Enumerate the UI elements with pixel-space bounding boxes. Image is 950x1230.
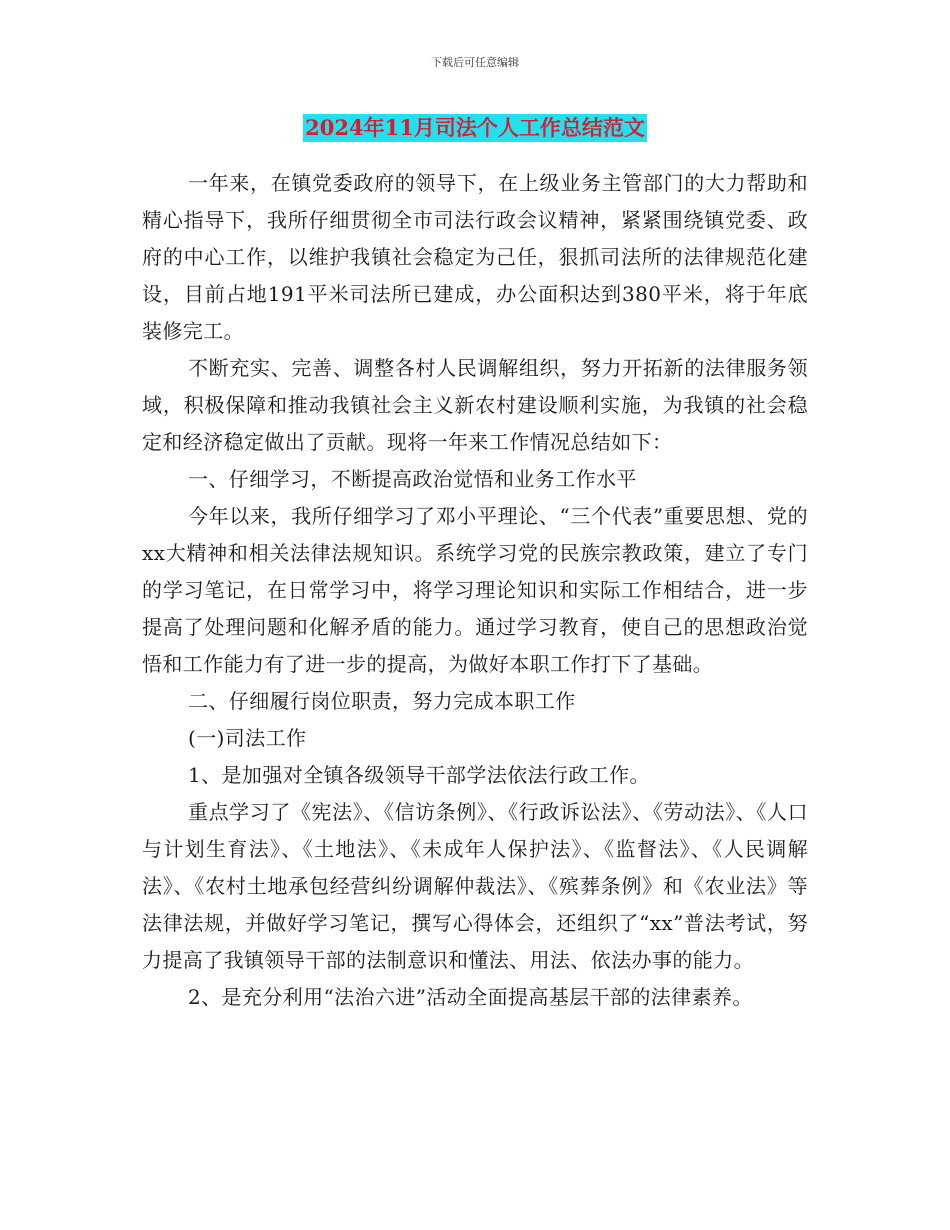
section-heading: 一、仔细学习，不断提高政治觉悟和业务工作水平 — [188, 467, 637, 491]
paragraph: 重点学习了《宪法》、《信访条例》、《行政诉讼法》、《劳动法》、《人口与计划生育法》、《土地法》、《未成年人保护法》、《监督法》、《人民调解法》、《农村土地承包经营纠纷调解仲裁法》、《殡葬条例》和《农业法》等法律法规，并做好学习笔记，撰写心得体会，还组织了“xx”普法考试，努力提高了我镇领导干部的法制意识和懂法、用法、依法办事的能力。 — [142, 800, 808, 972]
header-note: 下载后可任意编辑 — [431, 56, 519, 69]
document-title: 2024年11月司法个人工作总结范文 — [305, 115, 645, 140]
list-item: 1、是加强对全镇各级领导干部学法依法行政工作。 — [188, 763, 650, 787]
document-body — [142, 165, 808, 1016]
section-heading: 二、仔细履行岗位职责，努力完成本职工作 — [188, 689, 576, 713]
paragraph: 今年以来，我所仔细学习了邓小平理论、“三个代表”重要思想、党的xx大精神和相关法律法规知识。系统学习党的民族宗教政策，建立了专门的学习笔记，在日常学习中，将学习理论知识和实际工作相结合，进一步提高了处理问题和化解矛盾的能力。通过学习教育，使自己的思想政治觉悟和工作能力有了进一步的提高，为做好本职工作打下了基础。 — [142, 504, 808, 676]
title-container — [0, 114, 950, 142]
paragraph: 不断充实、完善、调整各村人民调解组织，努力开拓新的法律服务领域，积极保障和推动我镇社会主义新农村建设顺利实施，为我镇的社会稳定和经济稳定做出了贡献。现将一年来工作情况总结如下： — [142, 356, 808, 454]
subsection-heading: (一)司法工作 — [188, 726, 307, 750]
list-item: 2、是充分利用“法治六进”活动全面提高基层干部的法律素养。 — [188, 985, 753, 1009]
paragraph: 一年来，在镇党委政府的领导下，在上级业务主管部门的大力帮助和精心指导下，我所仔细贯彻全市司法行政会议精神，紧紧围绕镇党委、政府的中心工作，以维护我镇社会稳定为己任，狠抓司法所的法律规范化建设，目前占地191平米司法所已建成，办公面积达到380平米，将于年底装修完工。 — [142, 171, 808, 343]
